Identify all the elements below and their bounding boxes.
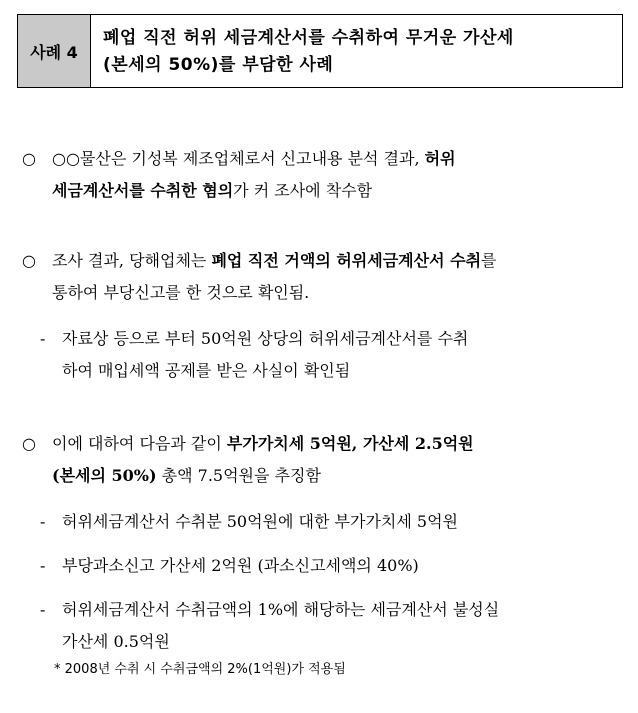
case-title	[91, 15, 622, 87]
paragraph-2-subitem	[40, 323, 624, 387]
paragraph-1	[22, 143, 622, 207]
bullet-marker: ○	[22, 251, 36, 270]
case-title-line2: (본세의 50%)를 부담한 사례	[103, 55, 334, 75]
dash-marker: -	[40, 329, 46, 348]
dash-marker: -	[40, 600, 46, 619]
paragraph-3-text	[52, 428, 622, 492]
p3-text-b: 총액 7.5억원을 추징함	[156, 466, 321, 485]
paragraph-1-text	[52, 143, 622, 207]
p1-bold-a: 허위	[424, 149, 456, 168]
bullet-marker: ○	[22, 434, 36, 453]
p1-text-b: 가 커 조사에 착수함	[233, 181, 373, 200]
subitem-text	[62, 323, 624, 387]
p1-bold-b: 세금계산서를 수취한 혐의	[52, 181, 234, 200]
paragraph-3	[22, 428, 622, 492]
p3-bold-a: 부가가치세 5억원, 가산세 2.5억원	[226, 434, 474, 453]
bullet-marker: ○	[22, 149, 36, 168]
item-text	[62, 594, 624, 658]
dash-marker: -	[40, 512, 46, 531]
case-title-line1: 폐업 직전 허위 세금계산서를 수취하여 무거운 가산세	[103, 28, 514, 48]
dash-marker: -	[40, 556, 46, 575]
p2-text-a: 조사 결과, 당해업체는	[52, 251, 212, 270]
footnote: * 2008년 수취 시 수취금액의 2%(1억원)가 적용됨	[54, 662, 346, 677]
item-text: 허위세금계산서 수취분 50억원에 대한 부가가치세 5억원	[62, 512, 459, 531]
p3-text-a: 이에 대하여 다음과 같이	[52, 434, 227, 453]
paragraph-2	[22, 245, 622, 309]
subitem-line2: 하여 매입세액 공제를 받은 사실이 확인됨	[62, 361, 351, 380]
case-header-box	[17, 14, 623, 88]
paragraph-3-item-1	[40, 506, 624, 538]
paragraph-2-text	[52, 245, 622, 309]
p2-text-c: 를	[481, 251, 497, 270]
p1-text-a: ○○물산은 기성복 제조업체로서 신고내용 분석 결과,	[52, 149, 425, 168]
p2-text-line2: 통하여 부당신고를 한 것으로 확인됨.	[52, 283, 310, 302]
item-line2: 가산세 0.5억원	[62, 632, 170, 651]
paragraph-3-item-2	[40, 550, 624, 582]
item-text: 부당과소신고 가산세 2억원 (과소신고세액의 40%)	[62, 556, 419, 575]
item-line1: 허위세금계산서 수취금액의 1%에 해당하는 세금계산서 불성실	[62, 600, 500, 619]
p2-bold: 폐업 직전 거액의 허위세금계산서 수취	[211, 251, 482, 270]
p3-bold-b: (본세의 50%)	[52, 466, 157, 485]
subitem-line1: 자료상 등으로 부터 50억원 상당의 허위세금계산서를 수취	[62, 329, 469, 348]
case-label: 사례 4	[18, 15, 91, 87]
paragraph-3-item-3	[40, 594, 624, 658]
